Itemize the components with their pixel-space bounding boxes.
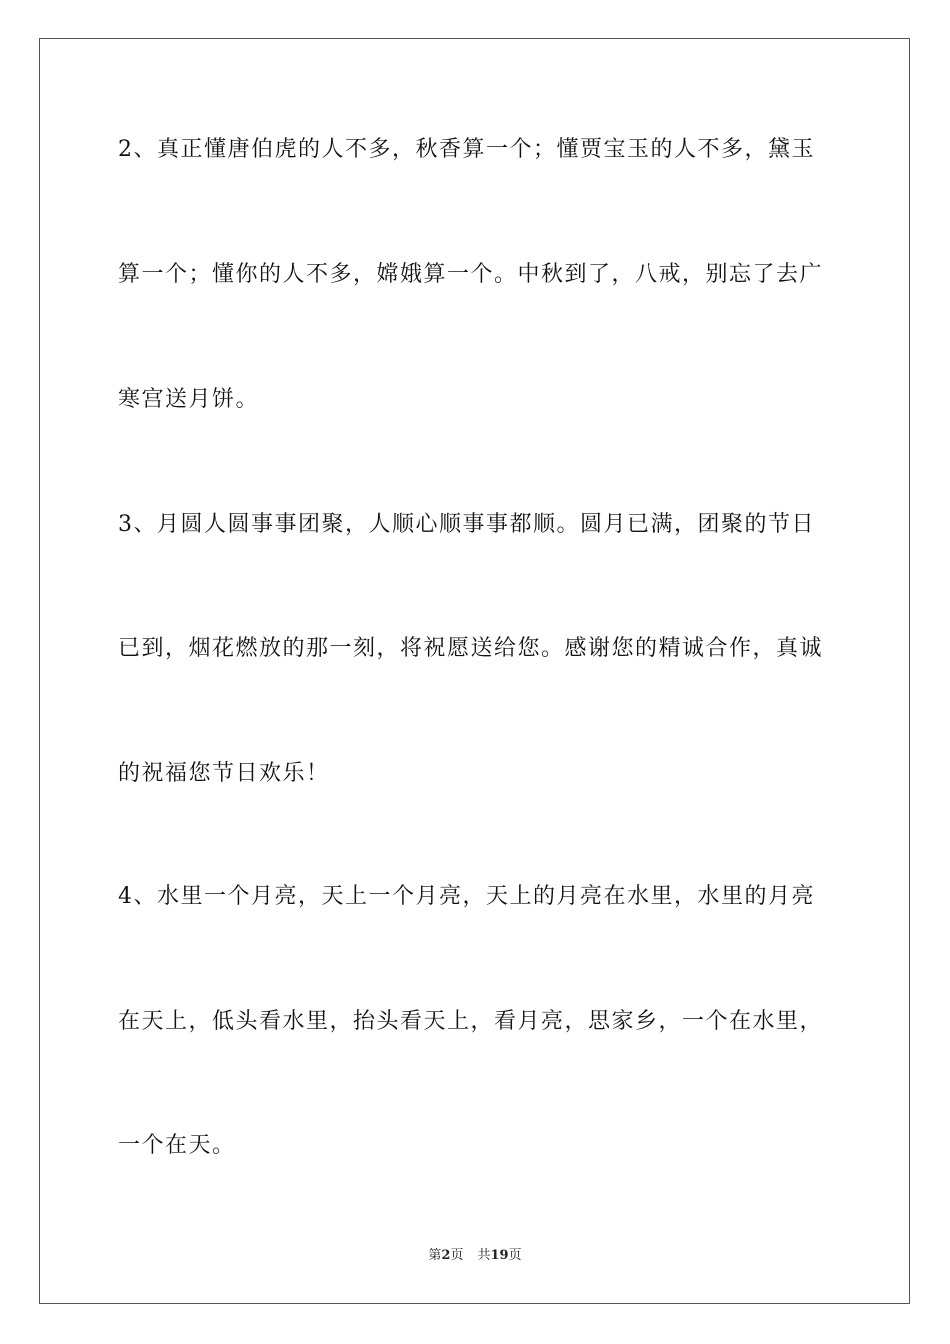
page-border xyxy=(39,38,910,1304)
body-text-line: 的祝福您节日欢乐！ xyxy=(118,761,330,786)
total-prefix: 共 xyxy=(477,1248,491,1263)
page-footer xyxy=(0,1247,950,1265)
body-text-line: 已到，烟花燃放的那一刻，将祝愿送给您。感谢您的精诚合作，真诚 xyxy=(118,636,824,661)
total-suffix: 页 xyxy=(508,1248,522,1263)
body-text-line: 一个在天。 xyxy=(118,1133,236,1158)
total-pages: 19 xyxy=(490,1248,509,1263)
page-prefix: 第 xyxy=(428,1248,442,1263)
body-text-line: 2、真正懂唐伯虎的人不多，秋香算一个；懂贾宝玉的人不多，黛玉 xyxy=(118,137,815,162)
page-suffix: 页 xyxy=(450,1248,464,1263)
body-text-line: 算一个；懂你的人不多，嫦娥算一个。中秋到了，八戒，别忘了去广 xyxy=(118,262,824,287)
body-text-line: 在天上，低头看水里，抬头看天上，看月亮，思家乡，一个在水里， xyxy=(118,1009,824,1034)
body-text-line: 3、月圆人圆事事团聚，人顺心顺事事都顺。圆月已满，团聚的节日 xyxy=(118,512,815,537)
page-number: 2 xyxy=(441,1248,451,1263)
body-text-line: 寒宫送月饼。 xyxy=(118,387,260,412)
body-text-line: 4、水里一个月亮，天上一个月亮，天上的月亮在水里，水里的月亮 xyxy=(118,884,815,909)
